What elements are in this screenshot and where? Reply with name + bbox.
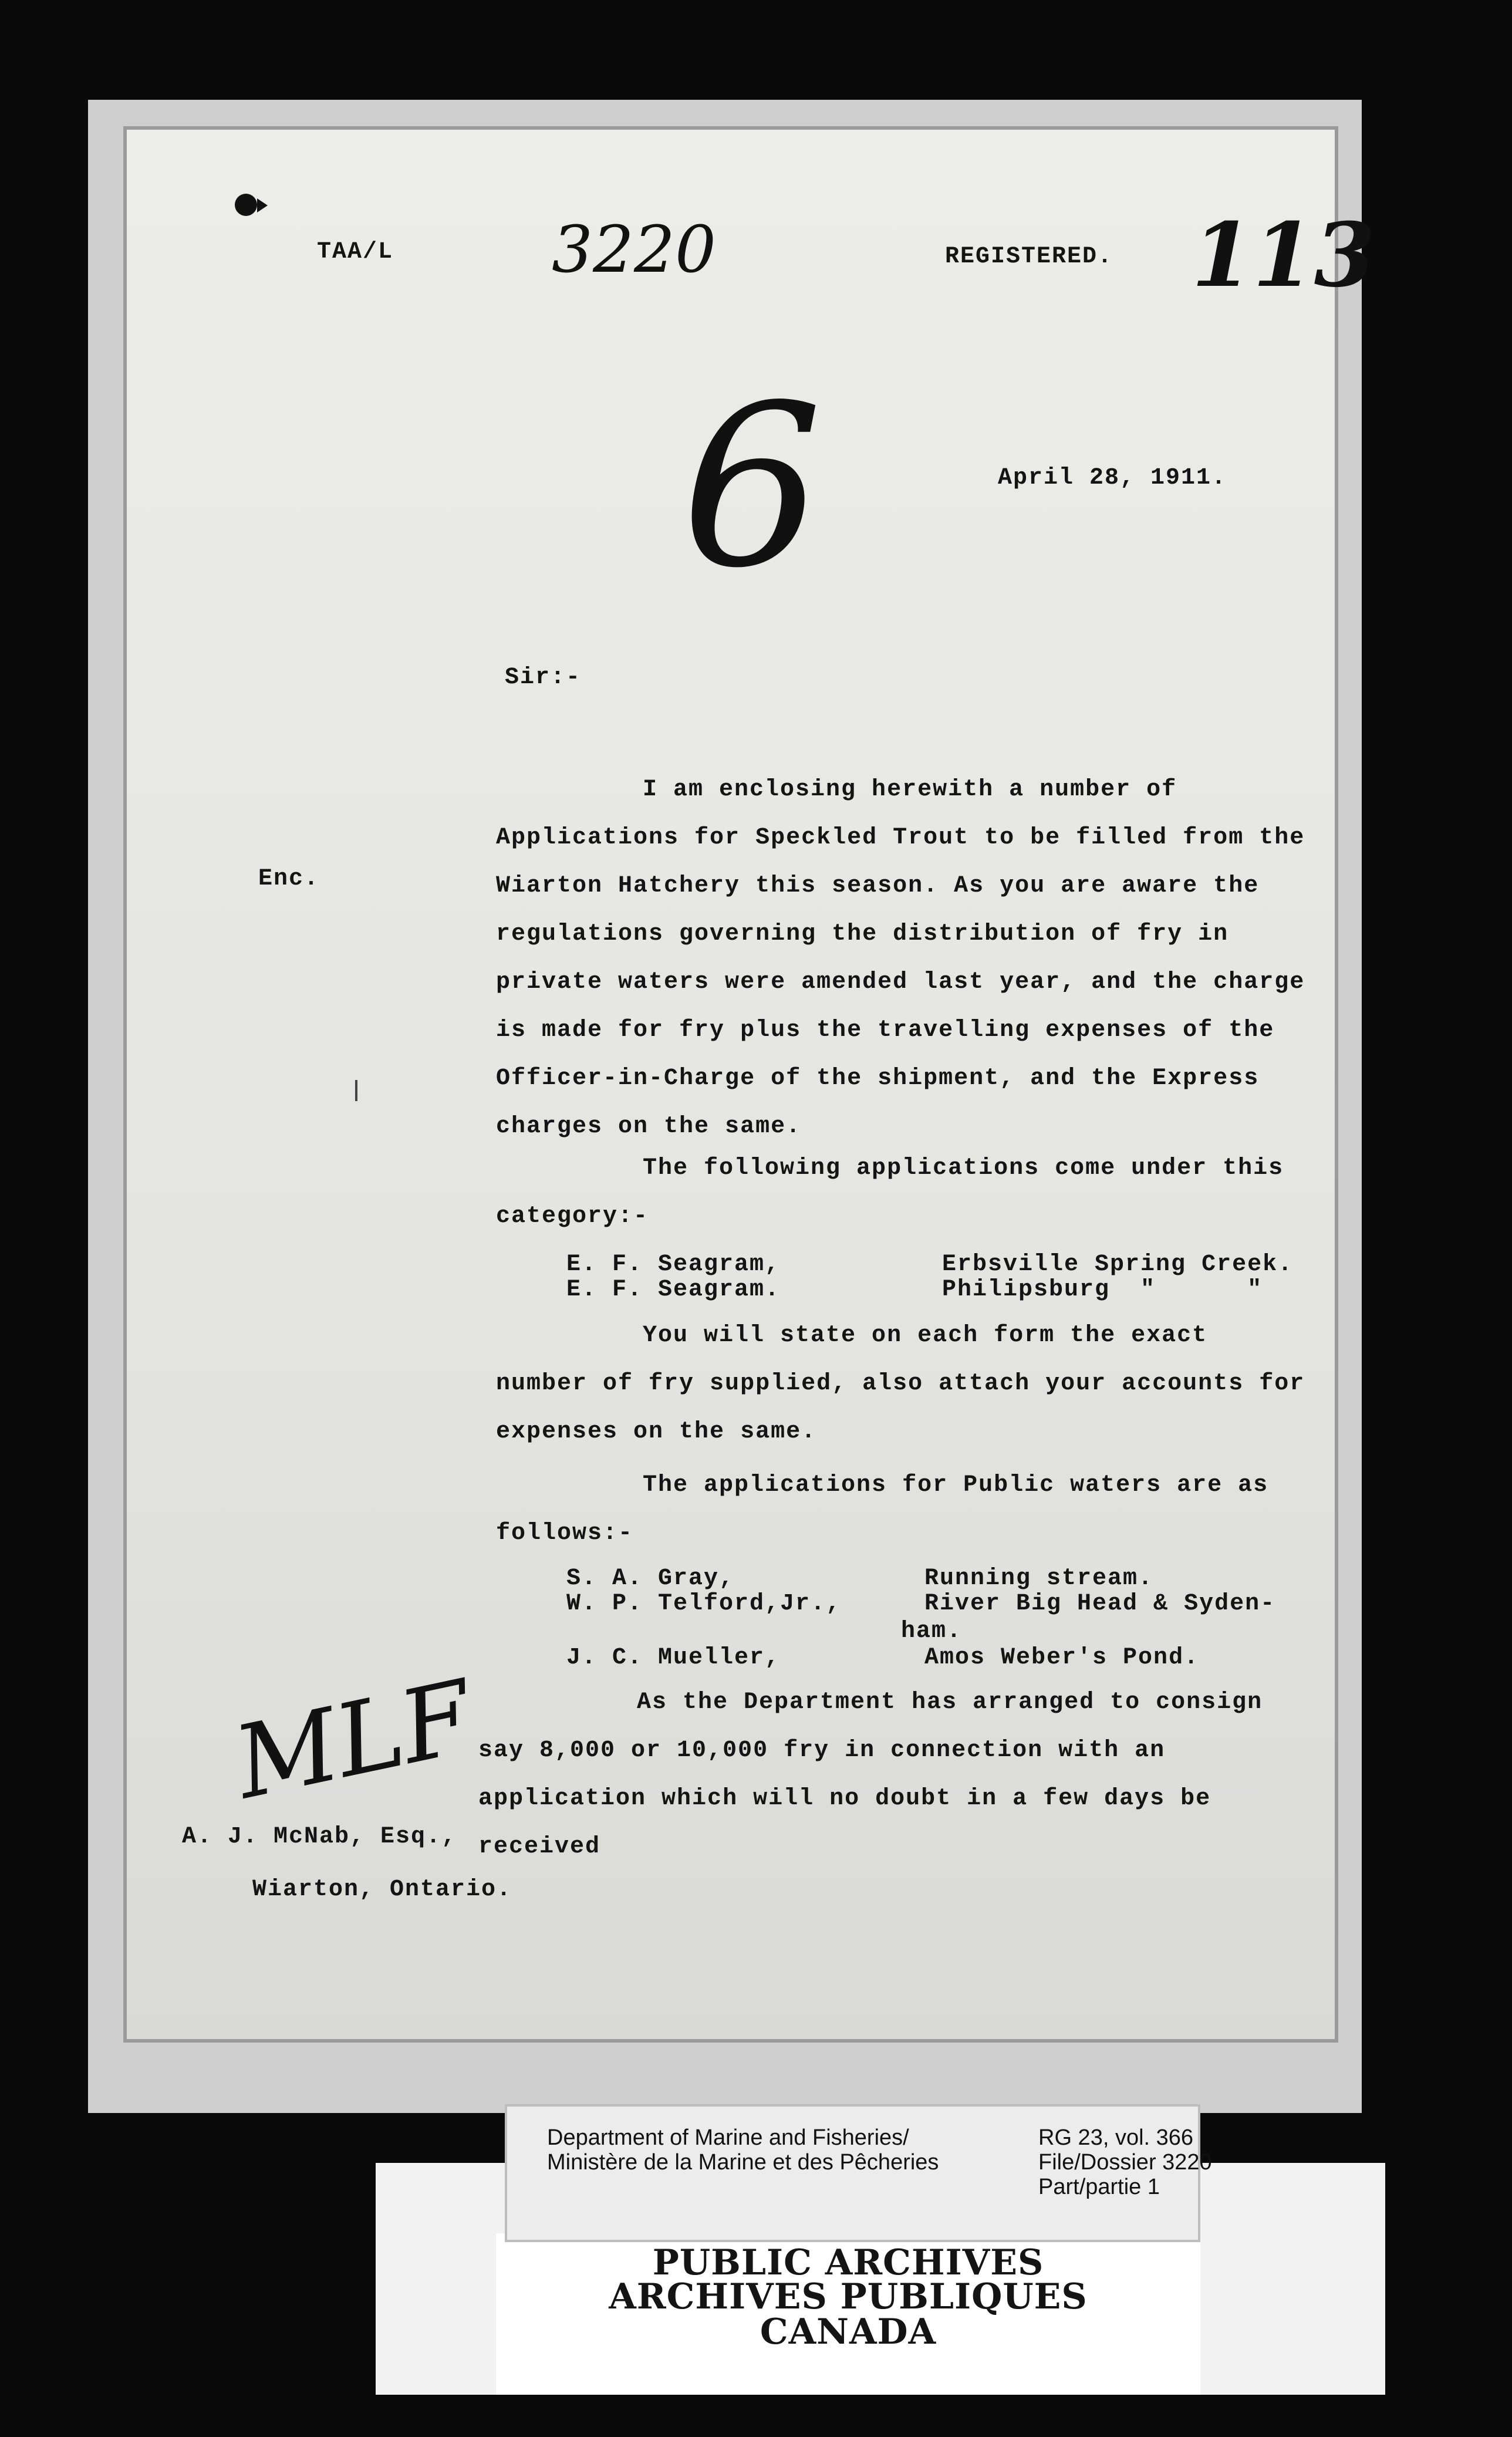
- margin-mark: [355, 1080, 357, 1101]
- label-part: Part/partie 1: [1038, 2175, 1160, 2199]
- archive-stamp: [496, 2233, 1200, 2395]
- handwritten-file-number: 3220: [552, 212, 716, 287]
- private-applicant-2-name: E. F. Seagram.: [566, 1277, 781, 1303]
- paragraph-enclosure: I am enclosing herewith a number of Applications for Speckled Trout to be filled from the Wiarton Hatchery this season. As you are aware the regulations governing the distribution of fry in private waters were amended last year, and the charge is made for fry plus the travelling expenses of the Officer-in-Charge of the shipment, and the Express charges on the same.: [496, 777, 1305, 1140]
- addressee-name: A. J. McNab, Esq.,: [182, 1824, 457, 1850]
- paragraph-consignment: As the Department has arranged to consign say 8,000 or 10,000 fry in connection with an application which will no doubt in a few days be received: [478, 1689, 1263, 1860]
- public-applicant-2-place-cont: ham.: [901, 1618, 963, 1645]
- public-applicant-1-name: S. A. Gray,: [566, 1565, 735, 1592]
- label-dept-fr: Ministère de la Marine et des Pêcheries: [547, 2150, 939, 2175]
- label-file: File/Dossier 3220: [1038, 2150, 1212, 2175]
- stamp-line-2: ARCHIVES PUBLIQUES: [609, 2276, 1088, 2317]
- paragraph-category: The following applications come under this category:-: [496, 1155, 1284, 1230]
- public-applicant-3-place: Amos Weber's Pond.: [924, 1645, 1200, 1671]
- private-applicant-1-name: E. F. Seagram,: [566, 1251, 781, 1278]
- paragraph-public-waters: The applications for Public waters are as follows:-: [496, 1472, 1269, 1547]
- registered-mark: REGISTERED.: [945, 244, 1113, 270]
- stamp-line-3: CANADA: [760, 2311, 937, 2352]
- enclosure-note: Enc.: [258, 866, 320, 892]
- handwritten-initials: MLF: [225, 1659, 482, 1822]
- label-rg: RG 23, vol. 366: [1038, 2125, 1194, 2150]
- punch-hole: [235, 194, 257, 216]
- paragraph-accounts: You will state on each form the exact number of fry supplied, also attach your accounts for expenses on the same.: [496, 1322, 1305, 1445]
- public-applicant-1-place: Running stream.: [924, 1565, 1154, 1592]
- public-applicant-2-place: River Big Head & Syden-: [924, 1591, 1276, 1617]
- label-dept-en: Department of Marine and Fisheries/: [547, 2125, 909, 2150]
- letter-date: April 28, 1911.: [998, 465, 1227, 491]
- archive-reference-label: [505, 2104, 1212, 2242]
- stamp-line-1: PUBLIC ARCHIVES: [652, 2242, 1044, 2283]
- salutation: Sir:-: [505, 664, 582, 691]
- addressee-place: Wiarton, Ontario.: [252, 1876, 512, 1903]
- public-applicant-2-name: W. P. Telford,Jr.,: [566, 1591, 842, 1617]
- reference-code: TAA/L: [317, 239, 394, 265]
- public-applicant-3-name: J. C. Mueller,: [566, 1645, 781, 1671]
- private-applicant-2-place: Philipsburg " ": [942, 1277, 1263, 1303]
- handwritten-page-number: 113: [1192, 204, 1376, 307]
- private-applicant-1-place: Erbsville Spring Creek.: [942, 1251, 1294, 1278]
- handwritten-folio: 6: [681, 357, 823, 617]
